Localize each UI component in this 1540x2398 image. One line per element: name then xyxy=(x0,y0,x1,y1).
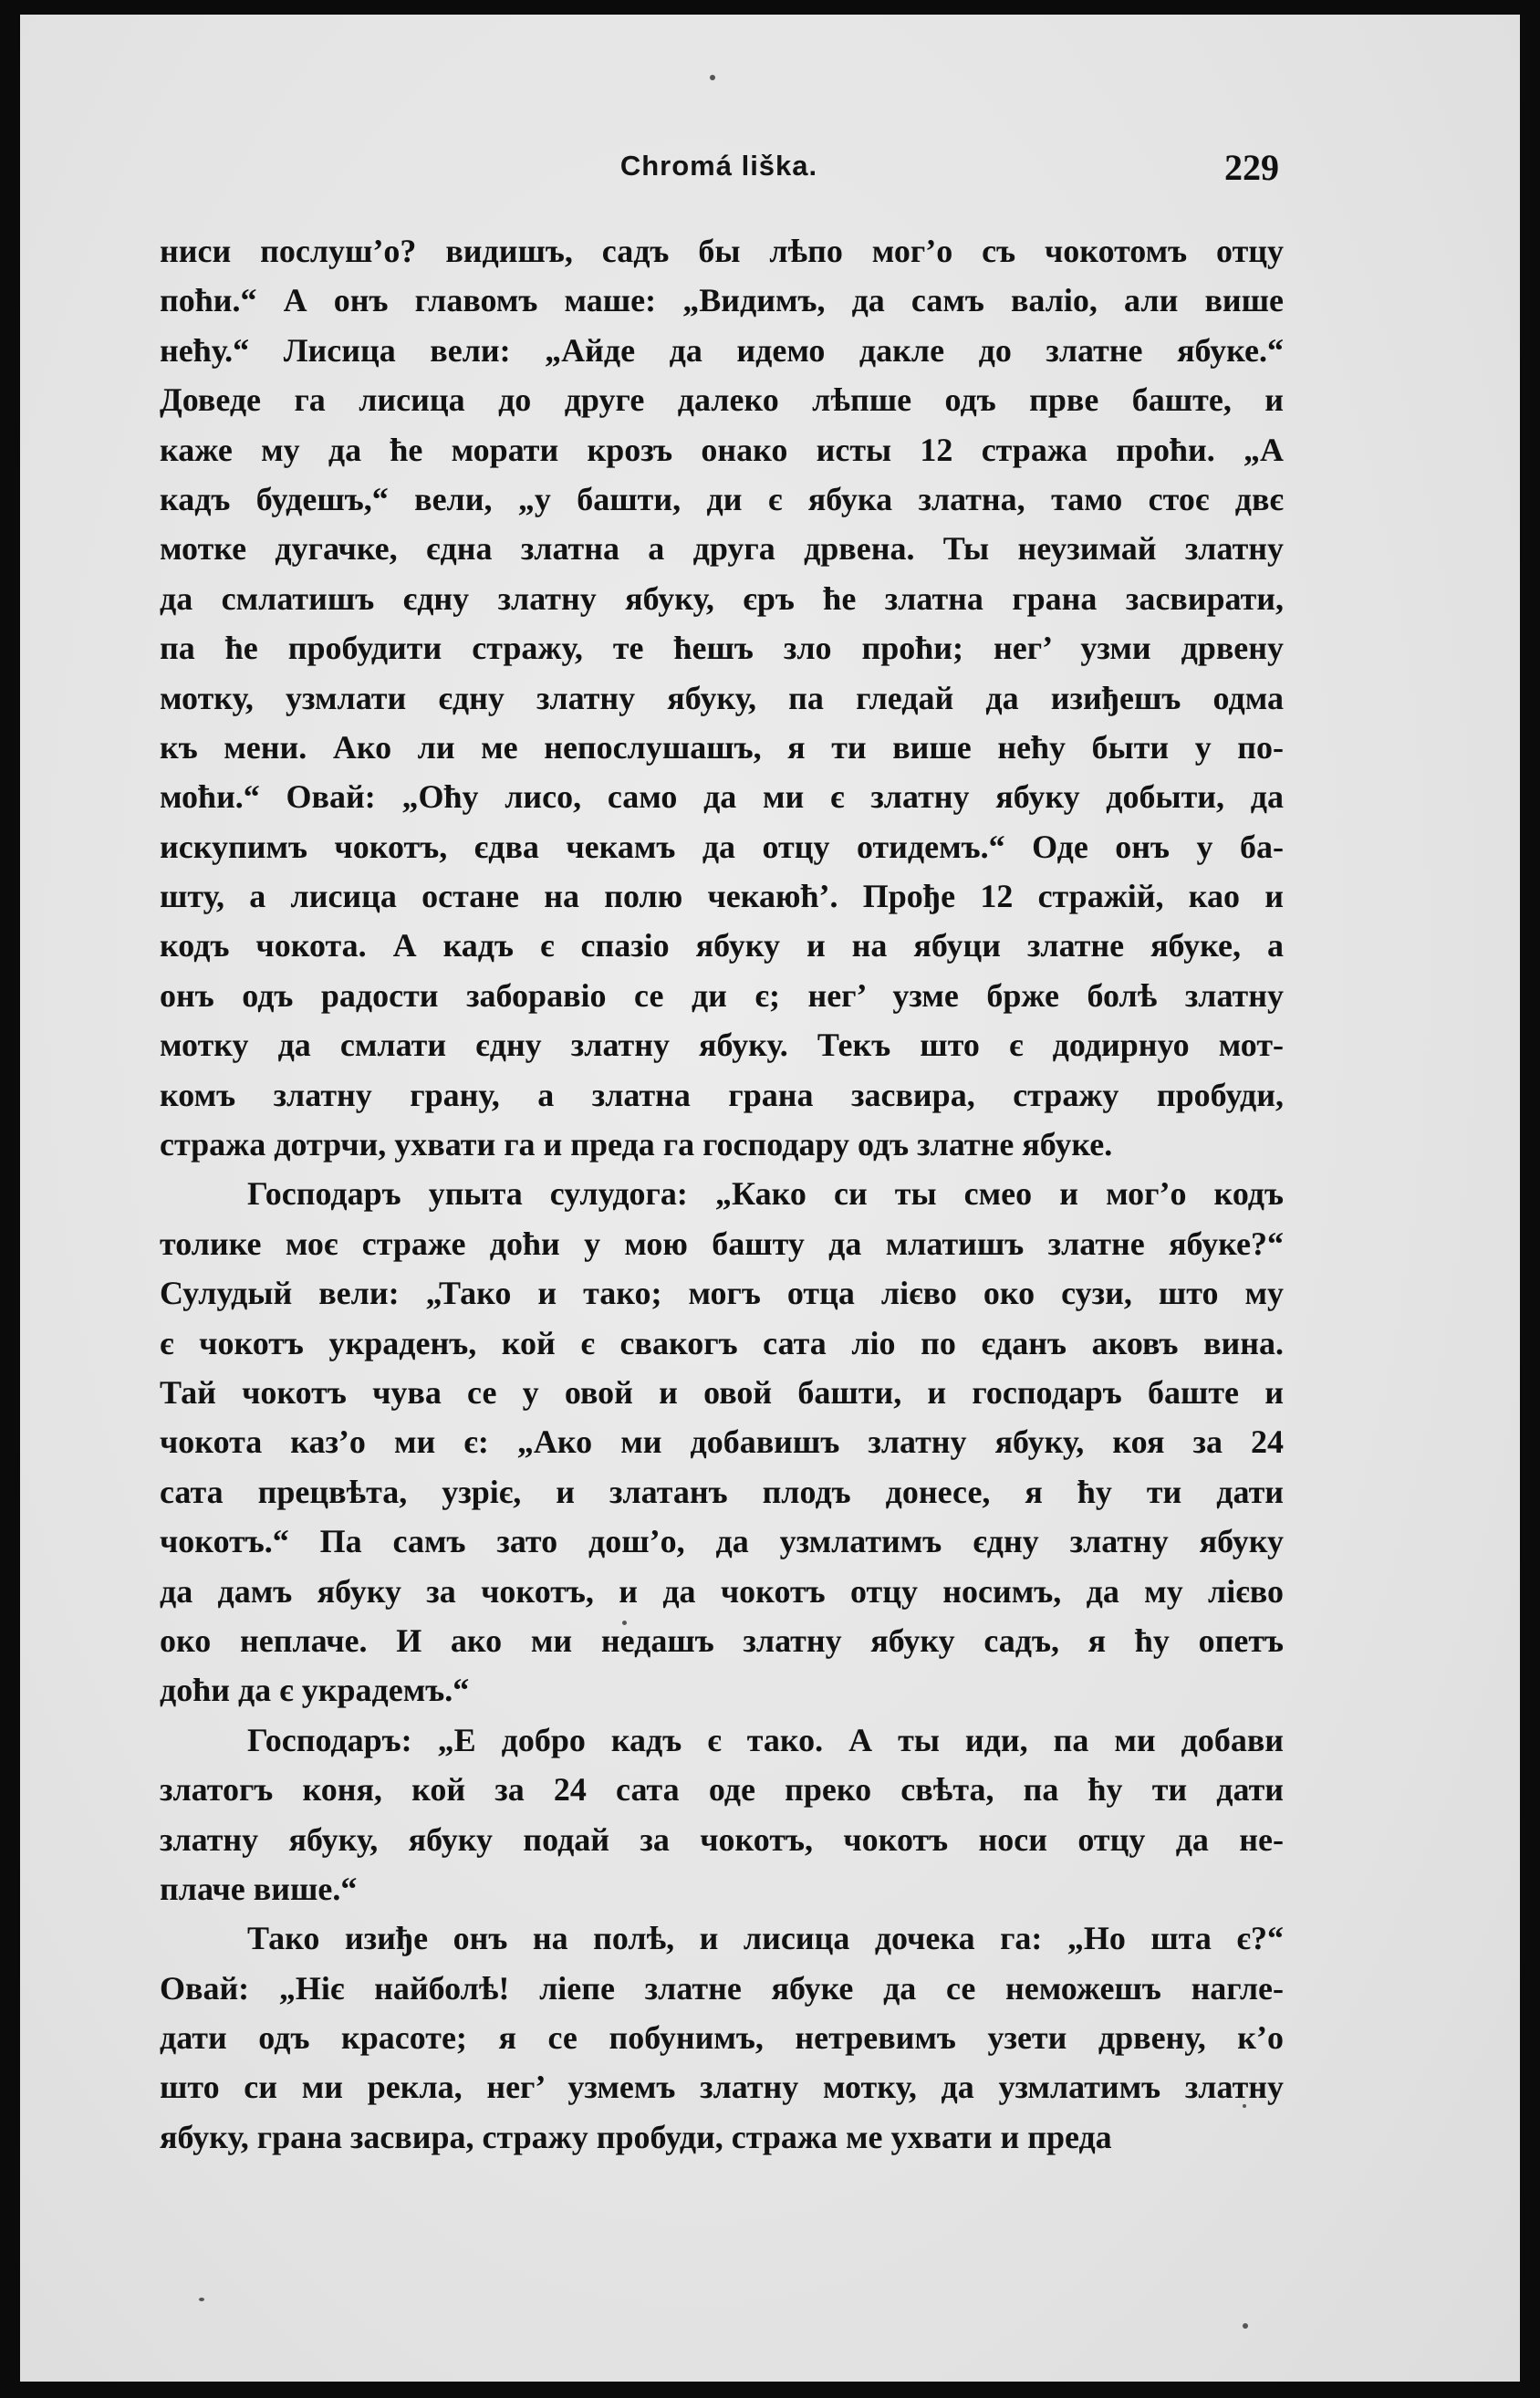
text-line: онъ одъ радости заборавіо се ди є; нег’ узме брже болѣ златну xyxy=(160,976,1284,1014)
text-line: да дамъ ябуку за чокотъ, и да чокотъ отцу носимъ, да му лієво xyxy=(160,1572,1284,1610)
text-line: мотку, узмлати єдну златну ябуку, па гледай да изиђешъ одма xyxy=(160,679,1284,716)
text-line: чокота каз’о ми є: „Ако ми добавишъ златну ябуку, коя за 24 xyxy=(160,1423,1284,1461)
running-head: Chromá liška. xyxy=(619,150,818,182)
text-line: дати одъ красоте; я се побунимъ, нетревимъ узети дрвену, к’о xyxy=(160,2019,1284,2057)
text-line: око неплаче. И ако ми недашъ златну ябуку садъ, я ћу опетъ xyxy=(160,1621,1284,1659)
text-line: ниси послуш’о? видишъ, садъ бы лѣпо мог’о съ чокотомъ отцу xyxy=(160,233,1284,269)
text-line: Господаръ: „Е добро кадъ є тако. А ты иди, па ми добави xyxy=(247,1721,1284,1758)
text-line: стража дотрчи, ухвати га и преда га господару одъ златне ябуке. xyxy=(160,1126,1113,1163)
text-line: па ће пробудити стражу, те ћешъ зло проћи; нег’ узми дрвену xyxy=(160,630,1284,667)
text-line: да смлатишъ єдну златну ябуку, єръ ће златна грана засвирати, xyxy=(160,579,1284,617)
text-line: Овай: „Ніє найболѣ! ліепе златне ябуке да се неможешъ нагле- xyxy=(160,1969,1284,2007)
text-line: сата прецвѣта, узріє, и златанъ плодъ донесе, я ћу ти дати xyxy=(160,1473,1284,1510)
text-line: плаче више.“ xyxy=(160,1870,358,1907)
text-line: Тай чокотъ чува се у овой и овой башти, и господаръ баште и xyxy=(160,1373,1284,1411)
text-line: шту, а лисица остане на полю чекаюћ’. Прође 12 стражій, као и xyxy=(160,878,1284,915)
text-line: чокотъ.“ Па самъ зато дош’о, да узмлатимъ єдну златну ябуку xyxy=(160,1523,1284,1560)
text-line: доћи да є украдемъ.“ xyxy=(160,1672,470,1709)
text-line: є чокотъ украденъ, кой є свакогъ сата ліо по єданъ аковъ вина. xyxy=(160,1324,1284,1361)
paragraph xyxy=(160,1169,1284,1715)
text-line: ябуку, грана засвира, стражу пробуди, стража ме ухвати и преда xyxy=(160,2118,1112,2155)
page-header xyxy=(153,147,1285,204)
text-line: поћи.“ А онъ главомъ маше: „Видимъ, да самъ валіо, али више xyxy=(160,282,1284,319)
text-line: мотке дугачке, єдна златна а друга дрвена. Ты неузимай златну xyxy=(160,530,1284,568)
paragraph xyxy=(160,226,1284,1169)
paper-speck xyxy=(710,75,715,80)
text-line: Доведе га лисица до друге далеко лѣпше одъ прве баште, и xyxy=(160,381,1284,419)
text-line: што си ми рекла, нег’ узмемъ златну мотку, да узмлатимъ златну xyxy=(160,2069,1284,2106)
text-line: къ мени. Ако ли ме непослушашъ, я ти више нећу быти у по- xyxy=(160,728,1284,766)
text-line: Господаръ упыта сулудога: „Како си ты смео и мог’о кодъ xyxy=(247,1175,1284,1213)
paper-speck xyxy=(199,2298,204,2301)
text-line: златогъ коня, кой за 24 сата оде преко свѣта, па ћу ти дати xyxy=(160,1771,1284,1809)
text-line: нећу.“ Лисица вели: „Айде да идемо дакле до златне ябуке.“ xyxy=(160,331,1284,369)
paragraph xyxy=(160,1715,1284,1914)
paragraph xyxy=(160,1913,1284,2162)
text-line: кадъ будешъ,“ вели, „у башти, ди є ябука златна, тамо стоє двє xyxy=(160,480,1284,517)
text-line: комъ златну грану, а златна грана засвира, стражу пробуди, xyxy=(160,1076,1284,1113)
text-line: златну ябуку, ябуку подай за чокотъ, чокотъ носи отцу да не- xyxy=(160,1820,1284,1858)
text-line: кодъ чокота. А кадъ є спазіо ябуку и на ябуци златне ябуке, а xyxy=(160,927,1284,964)
text-line: Тако изиђе онъ на полѣ, и лисица дочека га: „Но шта є?“ xyxy=(247,1920,1284,1957)
text-line: Сулудый вели: „Тако и тако; могъ отца лієво око сузи, што му xyxy=(160,1275,1284,1312)
body-text xyxy=(160,226,1284,2162)
text-line: толике моє страже доћи у мою башту да млатишъ златне ябуке?“ xyxy=(160,1225,1284,1262)
text-line: моћи.“ Овай: „Оћу лисо, само да ми є златну ябуку добыти, да xyxy=(160,778,1284,816)
paper-speck xyxy=(1243,2323,1248,2329)
page-number: 229 xyxy=(1224,147,1279,188)
text-line: каже му да ће морати крозъ онако исты 12 стража проћи. „А xyxy=(160,431,1284,468)
text-line: мотку да смлати єдну златну ябуку. Текъ што є додирнуо мот- xyxy=(160,1027,1284,1064)
text-line: искупимъ чокотъ, єдва чекамъ да отцу отидемъ.“ Оде онъ у ба- xyxy=(160,828,1284,865)
